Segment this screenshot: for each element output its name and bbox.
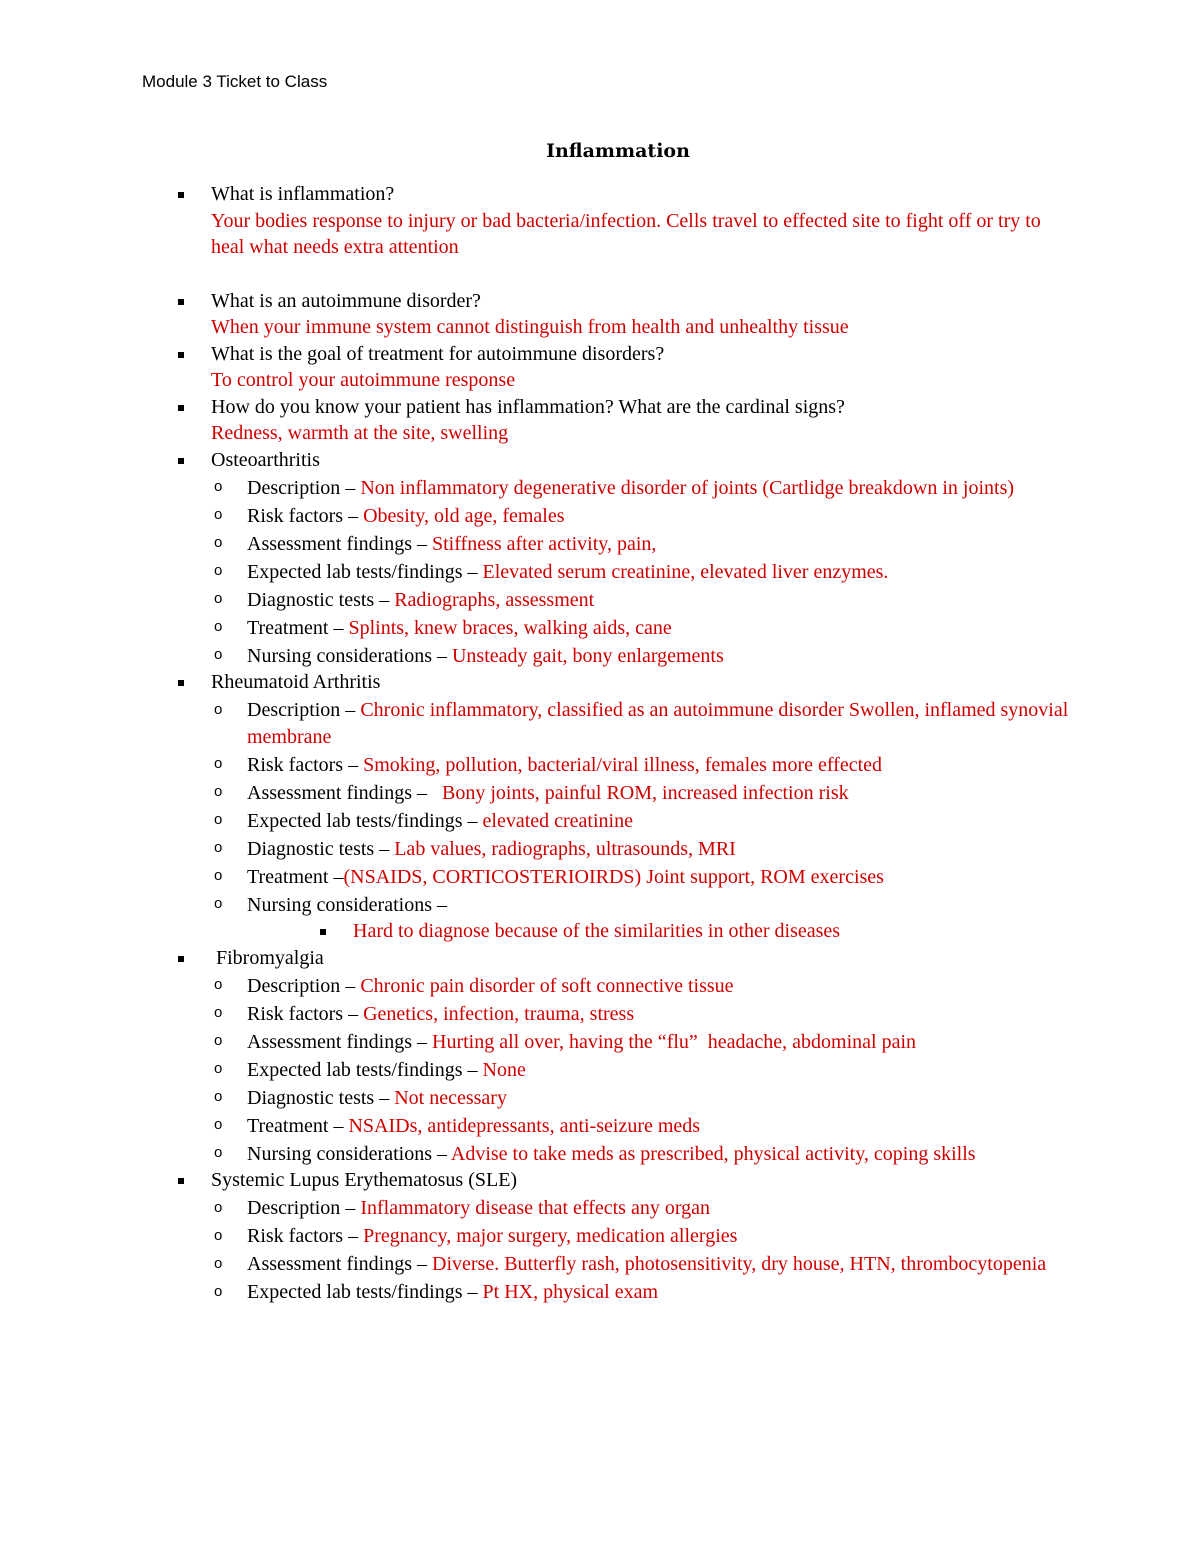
osteo-risk-factors: o Risk factors – Obesity, old age, females xyxy=(174,501,1074,529)
fibro-lab-tests: o Expected lab tests/findings – None xyxy=(174,1055,1074,1083)
osteo-diagnostic-tests: o Diagnostic tests – Radiographs, assessment xyxy=(174,585,1074,613)
question-inflammation: What is inflammation? xyxy=(174,181,1074,208)
sle-risk-factors: o Risk factors – Pregnancy, major surgery, medication allergies xyxy=(174,1222,1074,1250)
ra-nursing: o Nursing considerations – xyxy=(174,890,1074,918)
fibro-diagnostic-tests: o Diagnostic tests – Not necessary xyxy=(174,1083,1074,1111)
question-cardinal-signs: How do you know your patient has inflammation? What are the cardinal signs? xyxy=(174,394,1074,421)
ra-nursing-note: Hard to diagnose because of the similarities in other diseases xyxy=(174,918,1074,945)
fibro-risk-factors: o Risk factors – Genetics, infection, trauma, stress xyxy=(174,999,1074,1027)
fibro-treatment: o Treatment – NSAIDs, antidepressants, anti-seizure meds xyxy=(174,1111,1074,1139)
question-treatment-goal: What is the goal of treatment for autoimmune disorders? xyxy=(174,341,1074,368)
document-header: Module 3 Ticket to Class xyxy=(142,72,328,91)
fibro-description: o Description – Chronic pain disorder of soft connective tissue xyxy=(174,971,1074,999)
answer-autoimmune: When your immune system cannot distinguish from health and unhealthy tissue xyxy=(211,316,849,338)
section-sle: Systemic Lupus Erythematosus (SLE) xyxy=(174,1167,1074,1194)
ra-assessment: o Assessment findings – Bony joints, painful ROM, increased infection risk xyxy=(174,778,1074,806)
ra-lab-tests: o Expected lab tests/findings – elevated creatinine xyxy=(174,806,1074,834)
osteo-description: o Description – Non inflammatory degenerative disorder of joints (Cartlidge breakdown in joints) xyxy=(174,473,1074,501)
fibro-assessment: o Assessment findings – Hurting all over, having the “flu” headache, abdominal pain xyxy=(174,1027,1074,1055)
ra-diagnostic-tests: o Diagnostic tests – Lab values, radiographs, ultrasounds, MRI xyxy=(174,834,1074,862)
answer-cardinal-signs: Redness, warmth at the site, swelling xyxy=(211,422,509,444)
osteo-assessment: o Assessment findings – Stiffness after activity, pain, xyxy=(174,529,1074,557)
section-osteoarthritis: Osteoarthritis xyxy=(174,447,1074,474)
osteo-lab-tests: o Expected lab tests/findings – Elevated serum creatinine, elevated liver enzymes. xyxy=(174,557,1074,585)
ra-description: o Description – Chronic inflammatory, classified as an autoimmune disorder Swollen, inflamed synovial membrane xyxy=(174,696,1074,751)
section-fibromyalgia: Fibromyalgia xyxy=(174,945,1074,972)
answer-treatment-goal: To control your autoimmune response xyxy=(211,369,516,391)
question-autoimmune: What is an autoimmune disorder? xyxy=(174,288,1074,315)
sle-lab-tests: o Expected lab tests/findings – Pt HX, physical exam xyxy=(174,1278,1074,1306)
page-title: Inflammation xyxy=(546,140,690,162)
section-rheumatoid-arthritis: Rheumatoid Arthritis xyxy=(174,669,1074,696)
spacer xyxy=(174,261,1074,288)
document-body xyxy=(174,181,1074,1306)
answer-inflammation: Your bodies response to injury or bad bacteria/infection. Cells travel to effected site to fight off or try to heal what needs extra attention xyxy=(211,209,1041,258)
osteo-nursing: o Nursing considerations – Unsteady gait, bony enlargements xyxy=(174,641,1074,669)
sle-description: o Description – Inflammatory disease that effects any organ xyxy=(174,1194,1074,1222)
ra-treatment: o Treatment –(NSAIDS, CORTICOSTERIOIRDS) Joint support, ROM exercises xyxy=(174,862,1074,890)
ra-risk-factors: o Risk factors – Smoking, pollution, bacterial/viral illness, females more effected xyxy=(174,750,1074,778)
sle-assessment: o Assessment findings – Diverse. Butterfly rash, photosensitivity, dry house, HTN, thrombocytopenia xyxy=(174,1250,1074,1278)
fibro-nursing: o Nursing considerations – Advise to take meds as prescribed, physical activity, coping skills xyxy=(174,1139,1074,1167)
osteo-treatment: o Treatment – Splints, knew braces, walking aids, cane xyxy=(174,613,1074,641)
